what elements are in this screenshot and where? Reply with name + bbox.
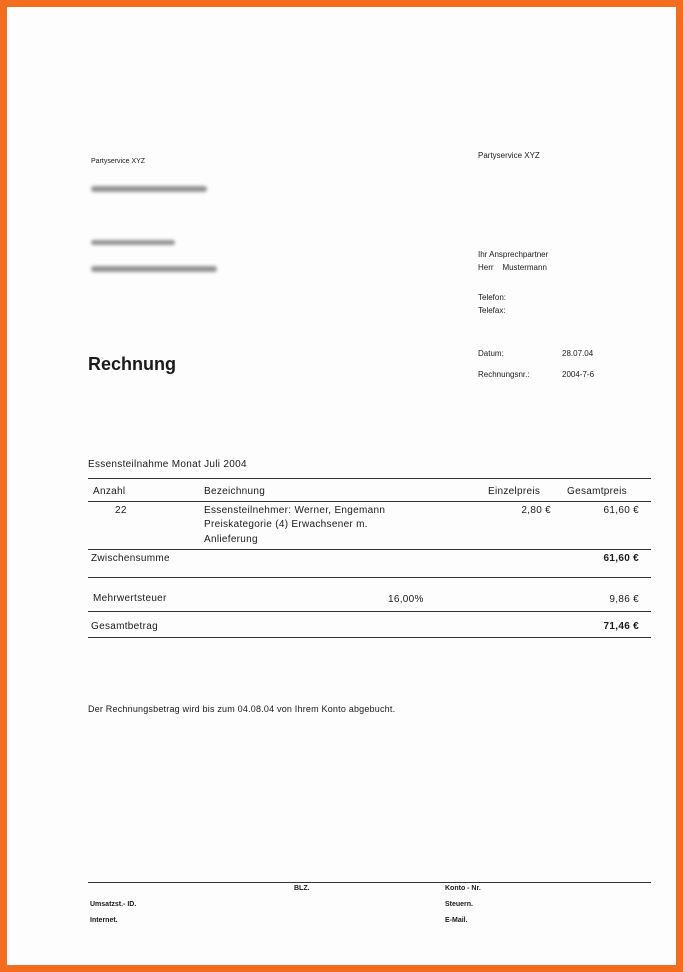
subtotal-label: Zwischensumme: [91, 553, 170, 564]
date-label: Datum:: [478, 349, 504, 358]
company-name: Partyservice XYZ: [478, 151, 540, 160]
footer-internet: Internet.: [90, 917, 118, 924]
contact-label: Ihr Ansprechpartner: [478, 250, 549, 259]
table-bottom-rule: [88, 637, 651, 638]
invoice-subject: Essensteilnahme Monat Juli 2004: [88, 459, 247, 470]
footer-email: E-Mail.: [445, 917, 468, 924]
date-value: 28.07.04: [562, 349, 594, 358]
footer-steuer: Steuern.: [445, 901, 474, 908]
phone-label: Telefon:: [478, 293, 507, 302]
row-unit-price: 2,80 €: [521, 505, 551, 516]
invoice-number-value: 2004-7-6: [562, 370, 595, 379]
header-quantity: Anzahl: [93, 486, 126, 497]
header-rule: [88, 501, 651, 502]
grand-total-value: 71,46 €: [603, 621, 639, 632]
vat-rate: 16,00%: [388, 594, 424, 605]
grand-total-label: Gesamtbetrag: [91, 621, 158, 632]
row-quantity: 22: [115, 505, 127, 516]
vat-value: 9,86 €: [609, 594, 639, 605]
table-top-rule: [88, 478, 651, 479]
row-rule: [88, 549, 651, 550]
row-total-price: 61,60 €: [603, 505, 639, 516]
subtotal-rule: [88, 577, 651, 578]
invoice-title: Rechnung: [88, 354, 176, 374]
invoice-number-label: Rechnungsnr.:: [478, 370, 530, 379]
redacted-recipient-street: [91, 240, 175, 245]
footer-rule: [88, 882, 651, 883]
fax-label: Telefax:: [478, 306, 506, 315]
return-address: Partyservice XYZ: [91, 158, 146, 165]
footer-konto: Konto - Nr.: [445, 885, 481, 892]
footer-blz: BLZ.: [294, 885, 310, 892]
row-description-line1: Essensteilnehmer: Werner, Engemann: [204, 505, 386, 516]
redacted-recipient-name: [91, 186, 207, 192]
row-description-line2: Preiskategorie (4) Erwachsener m.: [204, 519, 368, 530]
payment-note: Der Rechnungsbetrag wird bis zum 04.08.04 von Ihrem Konto abgebucht.: [88, 704, 396, 714]
row-description-line3: Anlieferung: [204, 534, 258, 545]
invoice-page: [7, 7, 676, 965]
header-unit-price: Einzelpreis: [488, 486, 541, 497]
header-total-price: Gesamtpreis: [567, 486, 627, 497]
header-description: Bezeichnung: [204, 486, 266, 497]
footer-ust: Umsatzst.- ID.: [90, 901, 137, 908]
vat-label: Mehrwertsteuer: [93, 593, 167, 604]
contact-person: Herr Mustermann: [478, 263, 547, 272]
subtotal-value: 61,60 €: [603, 553, 639, 564]
redacted-recipient-city: [91, 266, 217, 272]
vat-rule: [88, 611, 651, 612]
